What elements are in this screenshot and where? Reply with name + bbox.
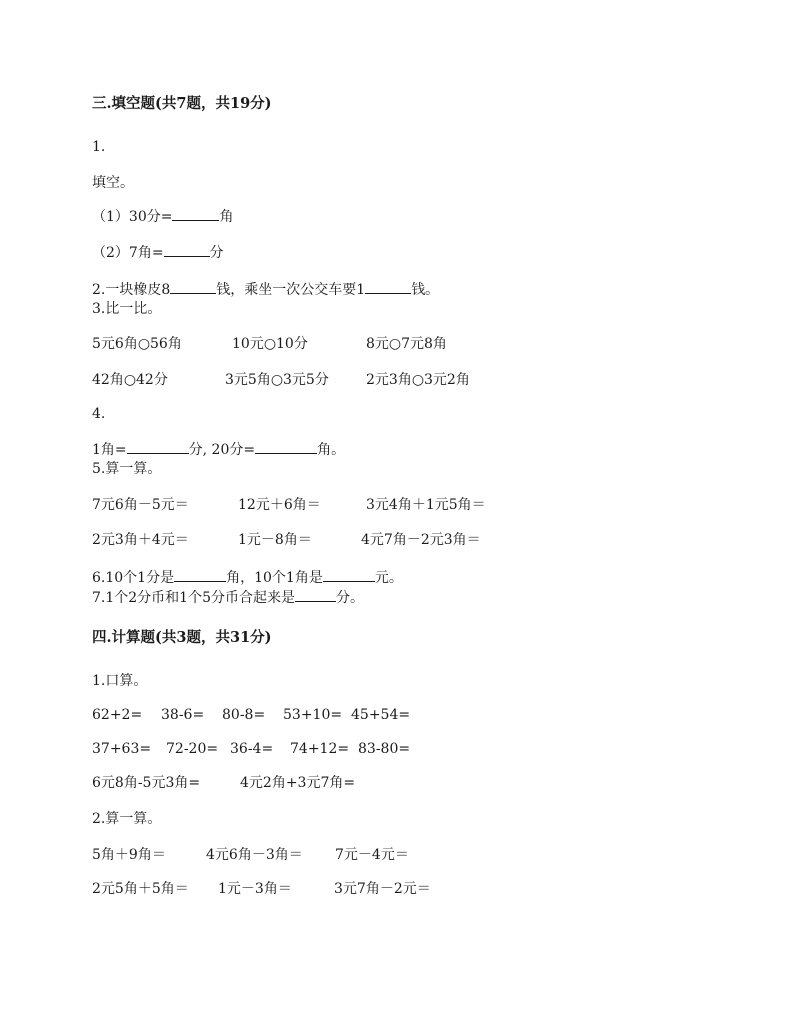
- calc-item: 5角＋9角＝: [92, 847, 166, 863]
- answer-blank[interactable]: [172, 207, 219, 221]
- section-heading-calculation: 四.计算题(共3题，共31分): [92, 629, 272, 646]
- question-6: [92, 568, 403, 587]
- calc-item: 1元－3角＝: [218, 881, 292, 897]
- text: 钱。: [411, 282, 440, 298]
- text: （1）30分=: [92, 209, 173, 225]
- calc-item: 6元8角-5元3角=: [92, 775, 201, 791]
- calc-item: 3元7角－2元＝: [334, 881, 431, 897]
- question-7: [92, 588, 364, 607]
- sub-question: [92, 243, 224, 262]
- question-2: [92, 280, 439, 299]
- calc-item: 4元6角－3角＝: [206, 847, 303, 863]
- calc-item: 3元4角＋1元5角＝: [366, 497, 486, 513]
- text: 分, 20分=: [188, 442, 256, 458]
- oral-calc-row: [92, 740, 692, 758]
- question-number: 4.: [92, 406, 106, 422]
- compare-item: 5元6角○56角: [92, 336, 182, 352]
- text: 1角=: [92, 442, 127, 458]
- compare-row: [92, 335, 692, 353]
- calc-row: [92, 531, 692, 549]
- text: 角: [219, 209, 234, 225]
- text: 角。: [317, 442, 346, 458]
- calc-item: 83-80=: [358, 741, 411, 757]
- text: （2）7角=: [92, 245, 164, 261]
- calc-item: 12元＋6角＝: [238, 497, 321, 513]
- answer-blank[interactable]: [323, 568, 375, 582]
- calc-item: 38-6=: [161, 707, 205, 723]
- calc-item: 72-20=: [166, 741, 219, 757]
- answer-blank[interactable]: [170, 280, 216, 294]
- answer-blank[interactable]: [127, 440, 189, 454]
- compare-row: [92, 371, 692, 389]
- text: 元。: [374, 570, 403, 586]
- calc-item: 7元－4元＝: [335, 847, 409, 863]
- calc-item: 4元2角+3元7角=: [240, 775, 356, 791]
- calc-item: 74+12=: [290, 741, 350, 757]
- answer-blank[interactable]: [174, 568, 226, 582]
- calc-item: 80-8=: [222, 707, 266, 723]
- calc-item: 36-4=: [230, 741, 274, 757]
- calc-item: 62+2=: [92, 707, 143, 723]
- calc-item: 2元3角＋4元＝: [92, 532, 189, 548]
- text: 2.一块橡皮8: [92, 282, 171, 298]
- text: 角，10个1角是: [226, 570, 323, 586]
- compare-item: 10元○10分: [232, 336, 308, 352]
- question-4: [92, 440, 345, 459]
- question-number: 1.: [92, 139, 106, 155]
- compare-item: 8元○7元8角: [366, 336, 447, 352]
- answer-blank[interactable]: [164, 243, 210, 257]
- section-heading-fill-in: 三.填空题(共7题，共19分): [92, 95, 272, 112]
- calc-row: [92, 496, 692, 514]
- text: 分: [209, 245, 224, 261]
- oral-calc-row: [92, 706, 692, 724]
- calc-item: 1元－8角＝: [238, 532, 312, 548]
- calc-item: 45+54=: [351, 707, 411, 723]
- answer-blank[interactable]: [255, 440, 317, 454]
- compare-item: 2元3角○3元2角: [366, 372, 470, 388]
- compare-item: 42角○42分: [92, 372, 168, 388]
- sub-question: [92, 207, 233, 226]
- calc-item: 37+63=: [92, 741, 152, 757]
- calc-item: 53+10=: [283, 707, 343, 723]
- calc-item: 4元7角－2元3角＝: [361, 532, 481, 548]
- calc-row: [92, 880, 692, 898]
- oral-calc-row: [92, 774, 692, 792]
- question-1-title: 1.口算。: [92, 673, 148, 689]
- question-3-title: 3.比一比。: [92, 301, 162, 317]
- answer-blank[interactable]: [365, 280, 411, 294]
- text: 钱，乘坐一次公交车要1: [216, 282, 366, 298]
- calc-item: 2元5角＋5角＝: [92, 881, 189, 897]
- question-2-title: 2.算一算。: [92, 811, 162, 827]
- calc-row: [92, 846, 692, 864]
- text: 6.10个1分是: [92, 570, 175, 586]
- answer-blank[interactable]: [295, 588, 336, 602]
- compare-item: 3元5角○3元5分: [225, 372, 329, 388]
- text: 分。: [336, 590, 364, 606]
- text: 7.1个2分币和1个5分币合起来是: [92, 590, 295, 606]
- calc-item: 7元6角－5元＝: [92, 497, 189, 513]
- question-5-title: 5.算一算。: [92, 461, 162, 477]
- question-prompt: 填空。: [92, 175, 134, 191]
